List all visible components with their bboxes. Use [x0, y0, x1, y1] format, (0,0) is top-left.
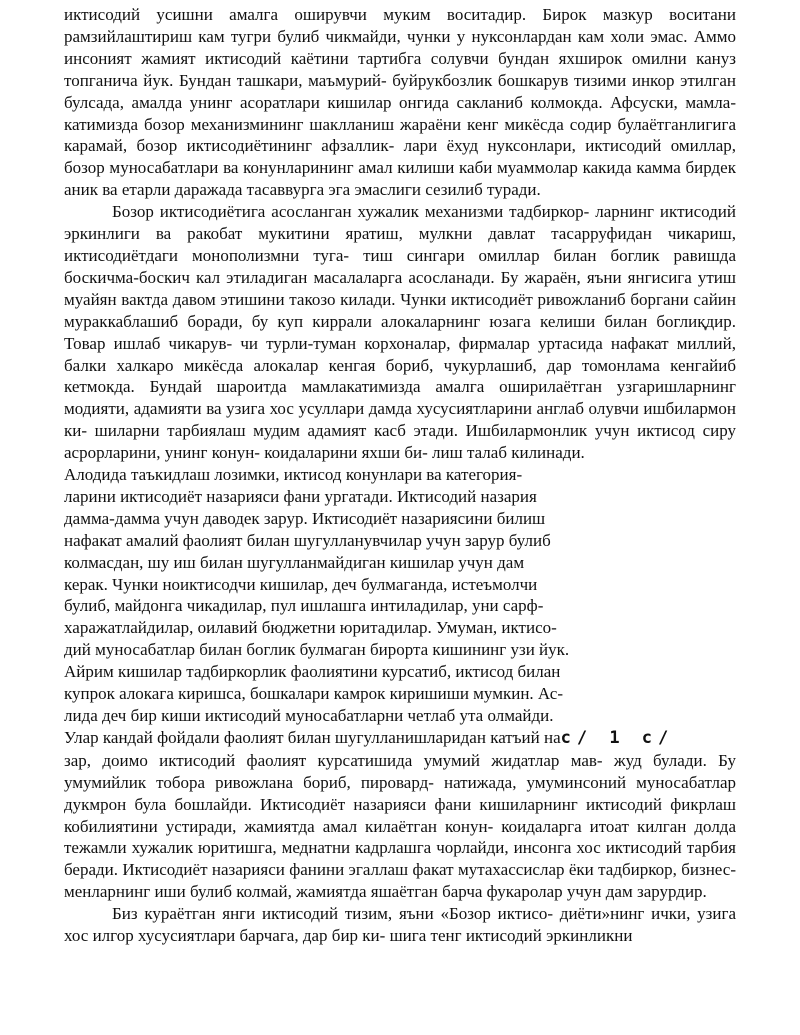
paragraph-4-first-line	[64, 727, 736, 750]
paragraph-4-body: зар, доимо иктисодий фаолият курсатишида умумий жидатлар мав- жуд булади. Бу умумийлик тобора ривожлана бориб, пировард- натижада, умуминсоний муносабатлар дукмрон була бошлайди. Иктисодиёт назарияси фани кишиларнинг иктисодий фикрлаш кобилиятини устиради, жамиятда амал килаётган конун- коидаларга итоат килган долда тежамли хужалик юритишга, меднатни кадрлашга чорлайди, инсонга хос иктисодий тарбия беради. Иктисодиёт назарияси фанини эгаллаш факат мутахассислар ёки тадбиркор, бизнес- менларнинг иши булиб колмай, жамиятда яшаётган барча фукаролар учун дам зарурдир.	[64, 750, 736, 902]
paragraph-3-line-3: дамма-дамма учун даводек зарур. Иктисодиёт назариясини билиш	[64, 508, 546, 528]
paragraph-3-line-2: ларини иктисодиёт назарияси фани ургатади. Иктисодий назария	[64, 486, 537, 506]
paragraph-3-line-6: керак. Чунки ноиктисодчи кишилар, деч булмаганда, истеъмолчи	[64, 574, 538, 594]
paragraph-3-line-9: дий муносабатлар билан боглик булмаган бирорта кишининг узи йук.	[64, 640, 570, 660]
paragraph-3-line-1: Алодида таъкидлаш лозимки, иктисод конунлари ва категория-	[64, 465, 523, 485]
paragraph-3-line-7: булиб, майдонга чикадилар, пул ишлашга интиладилар, уни сарф-	[64, 596, 544, 616]
paragraph-5: Биз кураётган янги иктисодий тизим, яъни «Бозор иктисо- диёти»нинг ички, узига хос илгор хусусиятлари барчага, дар бир ки- шига тенг иктисодий эркинликни	[64, 904, 736, 946]
paragraph-3-line-8: харажатлайдилар, оилавий бюджетни юритадилар. Умуман, иктисо-	[64, 618, 557, 638]
paragraph-3-line-10: Айрим кишилар тадбиркорлик фаолиятини курсатиб, иктисод билан	[64, 662, 561, 682]
ocr-artifact-mark: с/ 1 с/	[560, 727, 675, 748]
paragraph-2: Бозор иктисодиётига асосланган хужалик механизми тадбиркор- ларнинг иктисодий эркинлиги ва ракобат мукитини яратиш, мулкни давлат тасарруфидан чикариш, иктисодиётдаги монополизмни туга- тиш сингари омиллар билан боглик равишда боскичма-боскич кал этиладиган масалаларга асосланади. Бу жараён, яъни янгисига утиш муайян вактда давом этишини такозо килади. Чунки иктисодиёт ривожланиб боргани сайин мураккаблашиб боради, бу куп киррали алокаларнинг юзага келиши билан боглиқдир. Товар ишлаб чикарув- чи турли-туман корхоналар, фирмалар уртасида нафакат миллий, балки халкаро микёсда алокалар кенгая бориб, чукурлашиб, дар томонлама кенгайиб кетмокда. Бундай шароитда мамлакатимизда амалга оширилаётган узгаришларнинг модияти, адамияти ва узига хос усуллари дамда хусусиятларини англаб олувчи ишбилармон ки- шиларни тарбиялаш мудим адамият касб этади. Ишбилармонлик учун иктисод сиру асрорларини, унинг конун- коидаларини яхши би- лиш талаб килинади.	[64, 202, 736, 463]
paragraph-1: иктисодий усишни амалга оширувчи муким воситадир. Бирок мазкур воситани рамзийлаштириш кам тугри булиб чикмайди, чунки у нуксонлардан кам холи эмас. Аммо инсоният жамият иктисодий каётини тартибга солувчи бундан яхширок омилни кануз топганича йук. Бундан ташкари, маъмурий- буйрукбозлик бошкарув тизими инкор этилган булсада, амалда унинг асоратлари кишилар онгида сакланиб колмокда. Афсуски, мамла- катимизда бозор механизмининг шаклланиш жараёни кенг микёсда содир булаётганлигига карамай, бозор иктисодиётининг афзаллик- лари ёхуд нуксонлари, иктисодий омиллар, бозор муносабатлари ва конунларининг амал килиши каби муаммолар какида камма бирдек аник ва етарли даражада тасаввурга эга эмаслиги сезилиб туради.	[64, 5, 736, 200]
paragraph-3-line-5: колмасдан, шу иш билан шугулланмайдиган кишилар учун дам	[64, 552, 525, 572]
paragraph-3-line-12: лида деч бир киши иктисодий муносабатларни четлаб ута олмайди.	[64, 706, 554, 725]
paragraph-3-line-4: нафакат амалий фаолият билан шугулланувчилар учун зарур булиб	[64, 530, 551, 550]
paragraph-3-line-11: купрок алокага киришса, бошкалари камрок киришиши мумкин. Ас-	[64, 684, 563, 704]
paragraph-4-lead: Улар кандай фойдали фаолият билан шугулланишларидан катъий на	[64, 727, 561, 747]
paragraph-3	[64, 464, 736, 727]
paragraph-4	[64, 727, 736, 903]
